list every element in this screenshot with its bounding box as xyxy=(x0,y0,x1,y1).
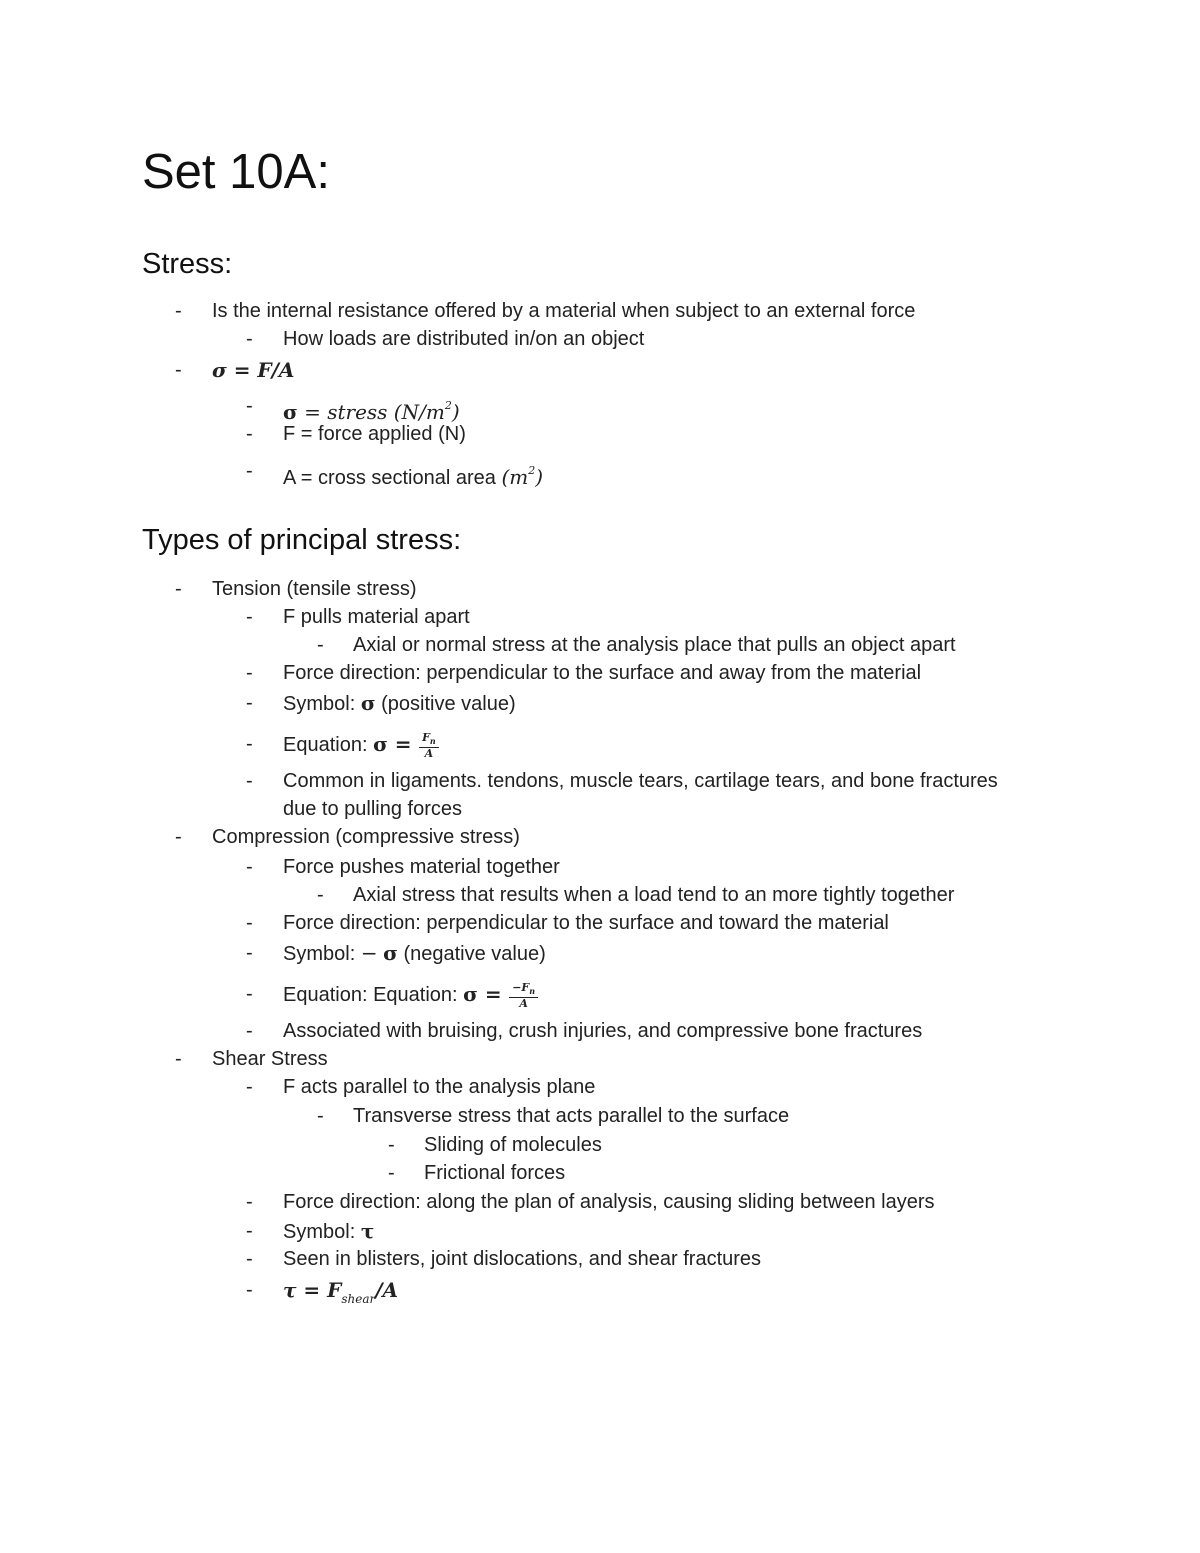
stress-definition-sub: How loads are distributed in/on an object xyxy=(283,328,645,350)
bullet-dash: - xyxy=(388,1134,395,1156)
numerator-var: F xyxy=(422,730,430,744)
bullet-dash: - xyxy=(246,770,253,792)
bullet-dash: - xyxy=(246,328,253,350)
bullet-dash: - xyxy=(246,983,253,1005)
equation-lhs: σ = xyxy=(373,732,412,756)
bullet-dash: - xyxy=(388,1162,395,1184)
force-definition: F = force applied (N) xyxy=(283,423,466,445)
bullet-dash: - xyxy=(246,423,253,445)
shear-formula-rhs: /A xyxy=(375,1278,399,1302)
compression-pushes-sub: Axial stress that results when a load tend to an more tightly together xyxy=(353,884,955,906)
equation-prefix: Equation: xyxy=(283,734,368,756)
bullet-dash: - xyxy=(246,1220,253,1242)
symbol-prefix: Symbol: xyxy=(283,1221,356,1243)
minus-sign: − xyxy=(360,941,378,965)
shear-frictional: Frictional forces xyxy=(424,1162,566,1184)
stress-formula: σ = F/A xyxy=(212,358,295,382)
bullet-dash: - xyxy=(175,826,182,848)
fraction-numerator xyxy=(509,982,538,998)
sigma-exponent: 2 xyxy=(444,399,452,412)
symbol-suffix: (positive value) xyxy=(381,693,516,715)
symbol-suffix: (negative value) xyxy=(403,943,546,965)
bullet-dash: - xyxy=(317,884,324,906)
equation-fraction xyxy=(419,732,439,760)
shear-acts: F acts parallel to the analysis plane xyxy=(283,1076,596,1098)
tension-direction: Force direction: perpendicular to the surface and away from the material xyxy=(283,662,922,684)
page-title: Set 10A: xyxy=(142,145,330,199)
area-close: ) xyxy=(535,465,544,489)
compression-symbol xyxy=(283,939,546,968)
shear-seen: Seen in blisters, joint dislocations, and shear fractures xyxy=(283,1248,762,1270)
equation-lhs: σ = xyxy=(463,982,502,1006)
bullet-dash: - xyxy=(317,634,324,656)
bullet-dash: - xyxy=(246,1076,253,1098)
bullet-dash: - xyxy=(246,942,253,964)
shear-label: Shear Stress xyxy=(212,1048,328,1070)
shear-sliding: Sliding of molecules xyxy=(424,1134,602,1156)
bullet-dash: - xyxy=(246,1279,253,1301)
sigma-symbol: σ xyxy=(360,691,376,715)
symbol-prefix: Symbol: xyxy=(283,943,356,965)
fraction-denominator: A xyxy=(424,746,434,760)
bullet-dash: - xyxy=(175,359,182,381)
sigma-symbol: σ xyxy=(383,941,398,965)
compression-associated: Associated with bruising, crush injuries, and compressive bone fractures xyxy=(283,1020,923,1042)
bullet-dash: - xyxy=(317,1105,324,1127)
bullet-dash: - xyxy=(246,1020,253,1042)
shear-formula xyxy=(283,1276,398,1313)
shear-formula-lhs: τ = F xyxy=(283,1278,342,1302)
tension-equation xyxy=(283,730,439,760)
tension-label: Tension (tensile stress) xyxy=(212,578,417,600)
compression-direction: Force direction: perpendicular to the surface and toward the material xyxy=(283,912,889,934)
bullet-dash: - xyxy=(246,1191,253,1213)
compression-equation xyxy=(283,980,538,1010)
compression-label: Compression (compressive stress) xyxy=(212,826,520,848)
symbol-prefix: Symbol: xyxy=(283,693,356,715)
numerator-sub: n xyxy=(429,735,436,746)
tension-pulls-sub: Axial or normal stress at the analysis place that pulls an object apart xyxy=(353,634,956,656)
stress-definition: Is the internal resistance offered by a material when subject to an external force xyxy=(212,300,916,322)
area-unit: (m xyxy=(501,465,529,489)
tension-common-line1: Common in ligaments. tendons, muscle tears, cartilage tears, and bone fractures xyxy=(283,770,998,792)
area-definition-text: A = cross sectional area xyxy=(283,467,496,489)
area-exponent: 2 xyxy=(528,464,536,477)
bullet-dash: - xyxy=(246,1248,253,1270)
shear-formula-sub: shear xyxy=(341,1292,376,1306)
shear-symbol xyxy=(283,1217,374,1246)
compression-pushes: Force pushes material together xyxy=(283,856,560,878)
shear-acts-sub: Transverse stress that acts parallel to the surface xyxy=(353,1105,790,1127)
bullet-dash: - xyxy=(246,662,253,684)
tension-common-line2: due to pulling forces xyxy=(283,798,463,820)
shear-direction: Force direction: along the plan of analysis, causing sliding between layers xyxy=(283,1191,935,1213)
tension-symbol xyxy=(283,689,516,718)
bullet-dash: - xyxy=(246,733,253,755)
bullet-dash: - xyxy=(175,578,182,600)
bullet-dash: - xyxy=(246,460,253,482)
sigma-symbol: σ xyxy=(283,400,298,424)
bullet-dash: - xyxy=(175,300,182,322)
equation-prefix: Equation: Equation: xyxy=(283,984,458,1006)
equation-fraction xyxy=(509,982,538,1010)
bullet-dash: - xyxy=(246,912,253,934)
heading-stress: Stress: xyxy=(142,248,233,280)
bullet-dash: - xyxy=(246,856,253,878)
bullet-dash: - xyxy=(246,692,253,714)
sigma-close: ) xyxy=(451,400,460,424)
bullet-dash: - xyxy=(246,606,253,628)
bullet-dash: - xyxy=(246,395,253,417)
area-definition xyxy=(283,457,543,492)
heading-types: Types of principal stress: xyxy=(142,524,462,556)
sigma-definition-text: = stress (N/m xyxy=(304,400,445,424)
tension-pulls: F pulls material apart xyxy=(283,606,470,628)
numerator-var: −F xyxy=(512,980,530,994)
fraction-numerator xyxy=(419,732,439,748)
numerator-sub: n xyxy=(529,985,536,996)
fraction-denominator: A xyxy=(519,996,528,1010)
tau-symbol: τ xyxy=(360,1219,375,1243)
bullet-dash: - xyxy=(175,1048,182,1070)
